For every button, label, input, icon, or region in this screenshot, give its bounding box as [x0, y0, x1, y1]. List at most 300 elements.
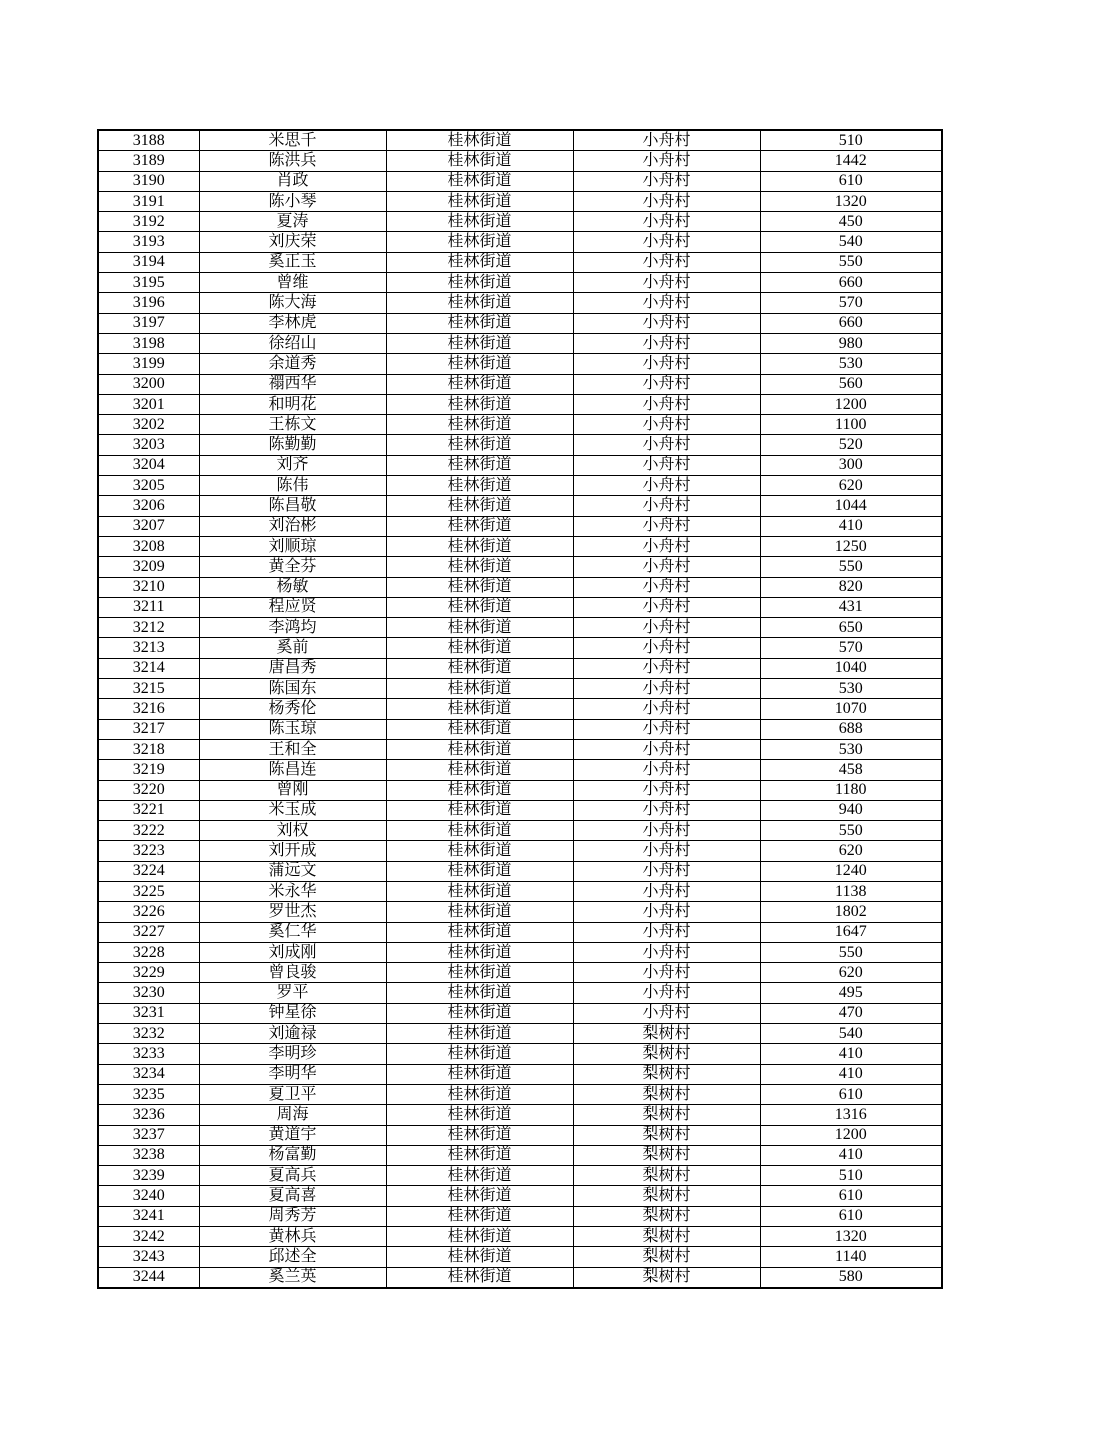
table-row: [98, 942, 942, 962]
village-cell: 梨树村: [573, 1247, 760, 1267]
village-cell: 小舟村: [573, 963, 760, 983]
row-number-cell: 3218: [98, 739, 199, 759]
street-cell: 桂林街道: [386, 516, 573, 536]
amount-cell: 940: [760, 800, 942, 820]
street-cell: 桂林街道: [386, 780, 573, 800]
name-cell: 蒲远文: [199, 861, 386, 881]
name-cell: 曾维: [199, 273, 386, 293]
amount-cell: 470: [760, 1003, 942, 1023]
street-cell: 桂林街道: [386, 983, 573, 1003]
amount-cell: 1320: [760, 1227, 942, 1247]
row-number-cell: 3202: [98, 415, 199, 435]
row-number-cell: 3189: [98, 151, 199, 171]
name-cell: 奚兰英: [199, 1267, 386, 1288]
name-cell: 王和全: [199, 739, 386, 759]
table-row: [98, 1145, 942, 1165]
row-number-cell: 3229: [98, 963, 199, 983]
village-cell: 梨树村: [573, 1166, 760, 1186]
village-cell: 小舟村: [573, 658, 760, 678]
row-number-cell: 3225: [98, 881, 199, 901]
table-row: [98, 739, 942, 759]
amount-cell: 458: [760, 760, 942, 780]
amount-cell: 300: [760, 455, 942, 475]
table-row: [98, 719, 942, 739]
village-cell: 小舟村: [573, 455, 760, 475]
row-number-cell: 3192: [98, 212, 199, 232]
row-number-cell: 3195: [98, 273, 199, 293]
table-row: [98, 1105, 942, 1125]
amount-cell: 1044: [760, 496, 942, 516]
name-cell: 禤西华: [199, 374, 386, 394]
street-cell: 桂林街道: [386, 1166, 573, 1186]
row-number-cell: 3213: [98, 638, 199, 658]
amount-cell: 1180: [760, 780, 942, 800]
name-cell: 罗平: [199, 983, 386, 1003]
name-cell: 米玉成: [199, 800, 386, 820]
amount-cell: 410: [760, 1044, 942, 1064]
amount-cell: 1138: [760, 881, 942, 901]
row-number-cell: 3203: [98, 435, 199, 455]
amount-cell: 660: [760, 313, 942, 333]
table-row: [98, 374, 942, 394]
name-cell: 陈玉琼: [199, 719, 386, 739]
name-cell: 王栋文: [199, 415, 386, 435]
table-row: [98, 232, 942, 252]
table-row: [98, 983, 942, 1003]
table-row: [98, 557, 942, 577]
amount-cell: 550: [760, 252, 942, 272]
row-number-cell: 3193: [98, 232, 199, 252]
name-cell: 陈洪兵: [199, 151, 386, 171]
street-cell: 桂林街道: [386, 922, 573, 942]
village-cell: 梨树村: [573, 1125, 760, 1145]
name-cell: 刘顺琼: [199, 536, 386, 556]
street-cell: 桂林街道: [386, 293, 573, 313]
row-number-cell: 3194: [98, 252, 199, 272]
amount-cell: 550: [760, 942, 942, 962]
table-row: [98, 1044, 942, 1064]
street-cell: 桂林街道: [386, 212, 573, 232]
row-number-cell: 3228: [98, 942, 199, 962]
name-cell: 邱述全: [199, 1247, 386, 1267]
name-cell: 奚仁华: [199, 922, 386, 942]
village-cell: 小舟村: [573, 212, 760, 232]
street-cell: 桂林街道: [386, 1267, 573, 1288]
street-cell: 桂林街道: [386, 699, 573, 719]
table-row: [98, 638, 942, 658]
name-cell: 奚正玉: [199, 252, 386, 272]
amount-cell: 530: [760, 354, 942, 374]
table-row: [98, 577, 942, 597]
amount-cell: 510: [760, 130, 942, 151]
row-number-cell: 3221: [98, 800, 199, 820]
amount-cell: 620: [760, 841, 942, 861]
village-cell: 小舟村: [573, 638, 760, 658]
name-cell: 刘开成: [199, 841, 386, 861]
amount-cell: 570: [760, 293, 942, 313]
street-cell: 桂林街道: [386, 435, 573, 455]
amount-cell: 431: [760, 597, 942, 617]
name-cell: 和明花: [199, 394, 386, 414]
table-row: [98, 415, 942, 435]
street-cell: 桂林街道: [386, 597, 573, 617]
amount-cell: 540: [760, 1024, 942, 1044]
village-cell: 小舟村: [573, 597, 760, 617]
village-cell: 小舟村: [573, 415, 760, 435]
street-cell: 桂林街道: [386, 252, 573, 272]
table-row: [98, 699, 942, 719]
amount-cell: 1802: [760, 902, 942, 922]
amount-cell: 570: [760, 638, 942, 658]
village-cell: 小舟村: [573, 516, 760, 536]
amount-cell: 550: [760, 821, 942, 841]
row-number-cell: 3240: [98, 1186, 199, 1206]
village-cell: 小舟村: [573, 760, 760, 780]
street-cell: 桂林街道: [386, 333, 573, 353]
name-cell: 夏卫平: [199, 1084, 386, 1104]
row-number-cell: 3242: [98, 1227, 199, 1247]
table-row: [98, 455, 942, 475]
table-row: [98, 780, 942, 800]
amount-cell: 1200: [760, 1125, 942, 1145]
row-number-cell: 3197: [98, 313, 199, 333]
street-cell: 桂林街道: [386, 354, 573, 374]
table-row: [98, 536, 942, 556]
name-cell: 罗世杰: [199, 902, 386, 922]
amount-cell: 660: [760, 273, 942, 293]
village-cell: 小舟村: [573, 699, 760, 719]
row-number-cell: 3199: [98, 354, 199, 374]
name-cell: 黄全芬: [199, 557, 386, 577]
village-cell: 小舟村: [573, 354, 760, 374]
row-number-cell: 3235: [98, 1084, 199, 1104]
amount-cell: 530: [760, 739, 942, 759]
amount-cell: 560: [760, 374, 942, 394]
street-cell: 桂林街道: [386, 415, 573, 435]
name-cell: 黄道宇: [199, 1125, 386, 1145]
row-number-cell: 3188: [98, 130, 199, 151]
amount-cell: 650: [760, 618, 942, 638]
village-cell: 小舟村: [573, 942, 760, 962]
village-cell: 梨树村: [573, 1044, 760, 1064]
table-row: [98, 476, 942, 496]
name-cell: 杨富勤: [199, 1145, 386, 1165]
table-row: [98, 273, 942, 293]
row-number-cell: 3227: [98, 922, 199, 942]
row-number-cell: 3236: [98, 1105, 199, 1125]
table-row: [98, 800, 942, 820]
table-row: [98, 435, 942, 455]
village-cell: 小舟村: [573, 435, 760, 455]
street-cell: 桂林街道: [386, 1044, 573, 1064]
amount-cell: 1100: [760, 415, 942, 435]
table-row: [98, 760, 942, 780]
name-cell: 唐昌秀: [199, 658, 386, 678]
row-number-cell: 3223: [98, 841, 199, 861]
street-cell: 桂林街道: [386, 881, 573, 901]
village-cell: 梨树村: [573, 1105, 760, 1125]
amount-cell: 610: [760, 1206, 942, 1226]
street-cell: 桂林街道: [386, 760, 573, 780]
table-row: [98, 1247, 942, 1267]
table-row: [98, 1064, 942, 1084]
village-cell: 小舟村: [573, 881, 760, 901]
amount-cell: 1070: [760, 699, 942, 719]
name-cell: 奚前: [199, 638, 386, 658]
amount-cell: 450: [760, 212, 942, 232]
table-row: [98, 212, 942, 232]
table-row: [98, 841, 942, 861]
row-number-cell: 3217: [98, 719, 199, 739]
table-row: [98, 171, 942, 191]
village-cell: 小舟村: [573, 841, 760, 861]
street-cell: 桂林街道: [386, 679, 573, 699]
row-number-cell: 3216: [98, 699, 199, 719]
row-number-cell: 3191: [98, 191, 199, 211]
name-cell: 李明珍: [199, 1044, 386, 1064]
table-body: [98, 130, 942, 1288]
village-cell: 小舟村: [573, 333, 760, 353]
name-cell: 陈小琴: [199, 191, 386, 211]
village-cell: 小舟村: [573, 800, 760, 820]
table-row: [98, 1024, 942, 1044]
name-cell: 陈大海: [199, 293, 386, 313]
row-number-cell: 3224: [98, 861, 199, 881]
row-number-cell: 3212: [98, 618, 199, 638]
table-row: [98, 354, 942, 374]
row-number-cell: 3231: [98, 1003, 199, 1023]
name-cell: 李林虎: [199, 313, 386, 333]
name-cell: 刘权: [199, 821, 386, 841]
row-number-cell: 3243: [98, 1247, 199, 1267]
amount-cell: 580: [760, 1267, 942, 1288]
row-number-cell: 3196: [98, 293, 199, 313]
street-cell: 桂林街道: [386, 577, 573, 597]
table-row: [98, 130, 942, 151]
row-number-cell: 3204: [98, 455, 199, 475]
name-cell: 黄林兵: [199, 1227, 386, 1247]
village-cell: 梨树村: [573, 1206, 760, 1226]
table-row: [98, 861, 942, 881]
village-cell: 小舟村: [573, 252, 760, 272]
village-cell: 小舟村: [573, 171, 760, 191]
street-cell: 桂林街道: [386, 902, 573, 922]
village-cell: 梨树村: [573, 1186, 760, 1206]
row-number-cell: 3241: [98, 1206, 199, 1226]
name-cell: 李明华: [199, 1064, 386, 1084]
name-cell: 杨秀伦: [199, 699, 386, 719]
amount-cell: 620: [760, 476, 942, 496]
table-row: [98, 679, 942, 699]
street-cell: 桂林街道: [386, 1003, 573, 1023]
name-cell: 陈勤勤: [199, 435, 386, 455]
row-number-cell: 3214: [98, 658, 199, 678]
table-row: [98, 394, 942, 414]
amount-cell: 495: [760, 983, 942, 1003]
street-cell: 桂林街道: [386, 536, 573, 556]
table-row: [98, 597, 942, 617]
village-cell: 小舟村: [573, 1003, 760, 1023]
street-cell: 桂林街道: [386, 1024, 573, 1044]
amount-cell: 1647: [760, 922, 942, 942]
amount-cell: 520: [760, 435, 942, 455]
village-cell: 小舟村: [573, 739, 760, 759]
street-cell: 桂林街道: [386, 1084, 573, 1104]
table-row: [98, 1003, 942, 1023]
village-cell: 梨树村: [573, 1267, 760, 1288]
table-row: [98, 1166, 942, 1186]
name-cell: 米思千: [199, 130, 386, 151]
row-number-cell: 3206: [98, 496, 199, 516]
village-cell: 小舟村: [573, 130, 760, 151]
name-cell: 陈昌敬: [199, 496, 386, 516]
street-cell: 桂林街道: [386, 130, 573, 151]
table-row: [98, 496, 942, 516]
row-number-cell: 3205: [98, 476, 199, 496]
amount-cell: 688: [760, 719, 942, 739]
amount-cell: 610: [760, 171, 942, 191]
street-cell: 桂林街道: [386, 455, 573, 475]
village-cell: 小舟村: [573, 719, 760, 739]
amount-cell: 1240: [760, 861, 942, 881]
street-cell: 桂林街道: [386, 739, 573, 759]
amount-cell: 410: [760, 1064, 942, 1084]
amount-cell: 550: [760, 557, 942, 577]
street-cell: 桂林街道: [386, 496, 573, 516]
row-number-cell: 3239: [98, 1166, 199, 1186]
table-row: [98, 1186, 942, 1206]
street-cell: 桂林街道: [386, 151, 573, 171]
street-cell: 桂林街道: [386, 618, 573, 638]
village-cell: 小舟村: [573, 313, 760, 333]
village-cell: 小舟村: [573, 861, 760, 881]
name-cell: 刘成刚: [199, 942, 386, 962]
table-row: [98, 293, 942, 313]
amount-cell: 610: [760, 1186, 942, 1206]
table-row: [98, 151, 942, 171]
table-row: [98, 902, 942, 922]
name-cell: 李鸿均: [199, 618, 386, 638]
street-cell: 桂林街道: [386, 1186, 573, 1206]
row-number-cell: 3190: [98, 171, 199, 191]
row-number-cell: 3211: [98, 597, 199, 617]
name-cell: 周秀芳: [199, 1206, 386, 1226]
village-cell: 小舟村: [573, 151, 760, 171]
row-number-cell: 3238: [98, 1145, 199, 1165]
name-cell: 程应贤: [199, 597, 386, 617]
row-number-cell: 3209: [98, 557, 199, 577]
table-row: [98, 252, 942, 272]
table-row: [98, 516, 942, 536]
street-cell: 桂林街道: [386, 800, 573, 820]
name-cell: 夏高喜: [199, 1186, 386, 1206]
table-row: [98, 658, 942, 678]
village-cell: 小舟村: [573, 476, 760, 496]
street-cell: 桂林街道: [386, 313, 573, 333]
street-cell: 桂林街道: [386, 1125, 573, 1145]
row-number-cell: 3201: [98, 394, 199, 414]
street-cell: 桂林街道: [386, 719, 573, 739]
row-number-cell: 3226: [98, 902, 199, 922]
name-cell: 刘庆荣: [199, 232, 386, 252]
amount-cell: 1200: [760, 394, 942, 414]
row-number-cell: 3198: [98, 333, 199, 353]
street-cell: 桂林街道: [386, 963, 573, 983]
street-cell: 桂林街道: [386, 841, 573, 861]
name-cell: 余道秀: [199, 354, 386, 374]
table-row: [98, 1267, 942, 1288]
street-cell: 桂林街道: [386, 821, 573, 841]
name-cell: 刘治彬: [199, 516, 386, 536]
village-cell: 梨树村: [573, 1227, 760, 1247]
table-row: [98, 313, 942, 333]
row-number-cell: 3220: [98, 780, 199, 800]
village-cell: 小舟村: [573, 679, 760, 699]
row-number-cell: 3200: [98, 374, 199, 394]
street-cell: 桂林街道: [386, 273, 573, 293]
amount-cell: 820: [760, 577, 942, 597]
amount-cell: 620: [760, 963, 942, 983]
street-cell: 桂林街道: [386, 1145, 573, 1165]
village-cell: 小舟村: [573, 536, 760, 556]
village-cell: 小舟村: [573, 374, 760, 394]
village-cell: 小舟村: [573, 394, 760, 414]
name-cell: 陈昌连: [199, 760, 386, 780]
row-number-cell: 3219: [98, 760, 199, 780]
name-cell: 曾良骏: [199, 963, 386, 983]
name-cell: 陈国东: [199, 679, 386, 699]
street-cell: 桂林街道: [386, 374, 573, 394]
row-number-cell: 3230: [98, 983, 199, 1003]
street-cell: 桂林街道: [386, 942, 573, 962]
amount-cell: 410: [760, 516, 942, 536]
table-row: [98, 963, 942, 983]
table-row: [98, 333, 942, 353]
table-row: [98, 1227, 942, 1247]
street-cell: 桂林街道: [386, 191, 573, 211]
row-number-cell: 3207: [98, 516, 199, 536]
table-row: [98, 1125, 942, 1145]
street-cell: 桂林街道: [386, 557, 573, 577]
village-cell: 小舟村: [573, 577, 760, 597]
name-cell: 陈伟: [199, 476, 386, 496]
village-cell: 小舟村: [573, 618, 760, 638]
village-cell: 小舟村: [573, 293, 760, 313]
village-cell: 小舟村: [573, 902, 760, 922]
street-cell: 桂林街道: [386, 1247, 573, 1267]
amount-cell: 530: [760, 679, 942, 699]
village-cell: 梨树村: [573, 1024, 760, 1044]
row-number-cell: 3233: [98, 1044, 199, 1064]
table-row: [98, 191, 942, 211]
table-row: [98, 922, 942, 942]
amount-cell: 1320: [760, 191, 942, 211]
table-row: [98, 1206, 942, 1226]
village-cell: 小舟村: [573, 780, 760, 800]
street-cell: 桂林街道: [386, 1206, 573, 1226]
amount-cell: 1140: [760, 1247, 942, 1267]
table-row: [98, 618, 942, 638]
village-cell: 梨树村: [573, 1064, 760, 1084]
row-number-cell: 3234: [98, 1064, 199, 1084]
street-cell: 桂林街道: [386, 1105, 573, 1125]
name-cell: 刘齐: [199, 455, 386, 475]
table-row: [98, 1084, 942, 1104]
amount-cell: 540: [760, 232, 942, 252]
amount-cell: 510: [760, 1166, 942, 1186]
name-cell: 夏涛: [199, 212, 386, 232]
amount-cell: 980: [760, 333, 942, 353]
